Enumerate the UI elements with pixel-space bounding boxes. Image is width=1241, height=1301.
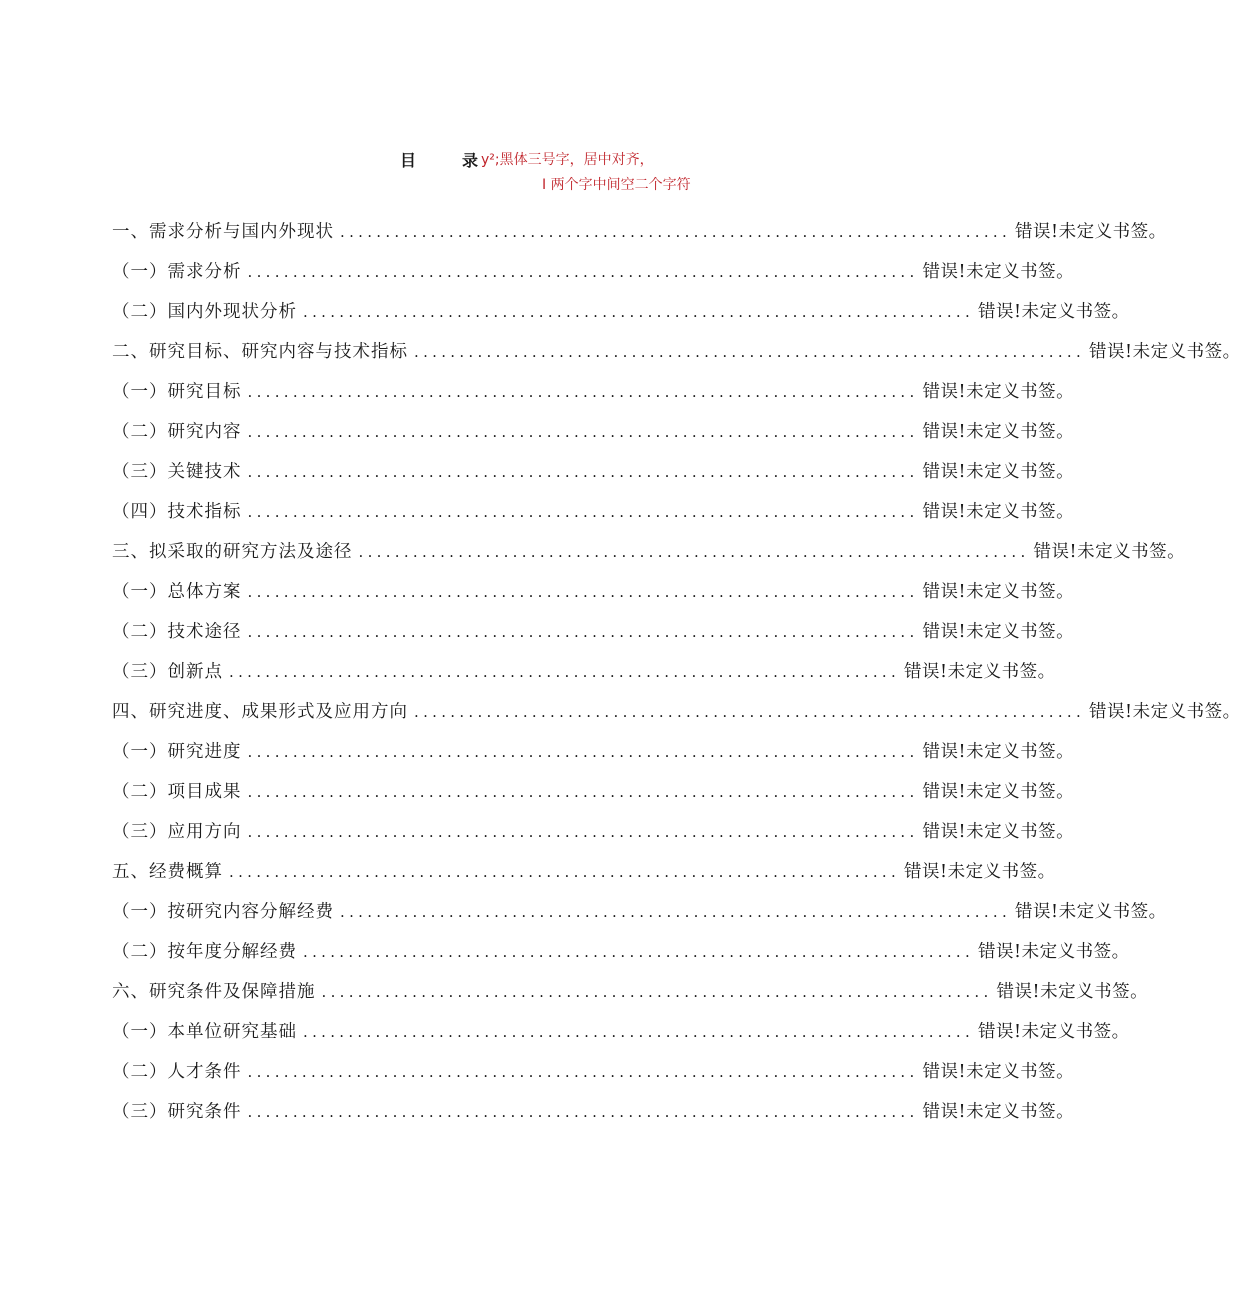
format-note-line-2: I 两个字中间空二个字符 (542, 177, 691, 193)
toc-leader-dots: .......................................................................... (247, 743, 919, 761)
format-note-line-1: y²;黑体三号字，居中对齐， (481, 152, 654, 168)
toc-entry[interactable] (112, 932, 1130, 972)
toc-entry[interactable] (112, 732, 1075, 772)
toc-entry[interactable] (112, 252, 1075, 292)
toc-entry-page-ref: 错误!未定义书签。 (922, 742, 1075, 762)
toc-entry-page-ref: 错误!未定义书签。 (922, 822, 1075, 842)
toc-entry[interactable] (112, 412, 1075, 452)
toc-entry-page-ref: 错误!未定义书签。 (1089, 342, 1241, 362)
toc-entry[interactable] (112, 972, 1149, 1012)
toc-leader-dots: .......................................................................... (247, 503, 919, 521)
toc-entry-page-ref: 错误!未定义书签。 (978, 302, 1130, 322)
toc-entry[interactable] (112, 692, 1241, 732)
toc-entry-page-ref: 错误!未定义书签。 (1015, 222, 1167, 242)
toc-entry-label: 五、经费概算 (112, 862, 223, 882)
toc-leader-dots: .......................................................................... (247, 1063, 919, 1081)
toc-entry-label: （一）研究目标 (112, 382, 242, 402)
toc-entry[interactable] (112, 452, 1075, 492)
toc-leader-dots: .......................................................................... (247, 783, 919, 801)
toc-leader-dots: .......................................................................... (247, 383, 919, 401)
table-of-contents (112, 212, 1241, 1132)
toc-title-char-1: 目 (400, 151, 417, 170)
toc-entry-label: （二）研究内容 (112, 422, 242, 442)
toc-entry-page-ref: 错误!未定义书签。 (922, 582, 1075, 602)
toc-entry[interactable] (112, 212, 1167, 252)
toc-entry[interactable] (112, 1012, 1130, 1052)
toc-entry-page-ref: 错误!未定义书签。 (922, 422, 1075, 442)
toc-entry[interactable] (112, 1052, 1075, 1092)
toc-leader-dots: .......................................................................... (247, 263, 919, 281)
toc-entry-page-ref: 错误!未定义书签。 (922, 262, 1075, 282)
toc-entry[interactable] (112, 812, 1075, 852)
toc-entry-page-ref: 错误!未定义书签。 (978, 942, 1130, 962)
toc-entry-label: （四）技术指标 (112, 502, 242, 522)
toc-leader-dots: .......................................................................... (247, 583, 919, 601)
toc-entry[interactable] (112, 292, 1130, 332)
toc-leader-dots: .......................................................................... (303, 943, 975, 961)
toc-entry[interactable] (112, 772, 1075, 812)
toc-entry-label: 一、需求分析与国内外现状 (112, 222, 334, 242)
toc-entry-page-ref: 错误!未定义书签。 (1033, 542, 1186, 562)
toc-entry[interactable] (112, 492, 1075, 532)
toc-entry-label: （二）人才条件 (112, 1062, 242, 1082)
toc-entry-page-ref: 错误!未定义书签。 (922, 462, 1075, 482)
toc-leader-dots: .......................................................................... (358, 543, 1030, 561)
toc-entry-label: （二）技术途径 (112, 622, 242, 642)
toc-entry-label: （三）应用方向 (112, 822, 242, 842)
toc-entry-label: （三）创新点 (112, 662, 223, 682)
toc-leader-dots: .......................................................................... (247, 423, 919, 441)
toc-entry-page-ref: 错误!未定义书签。 (904, 862, 1056, 882)
toc-entry-page-ref: 错误!未定义书签。 (922, 382, 1075, 402)
toc-entry-page-ref: 错误!未定义书签。 (978, 1022, 1130, 1042)
toc-leader-dots: .......................................................................... (247, 823, 919, 841)
toc-entry-label: 四、研究进度、成果形式及应用方向 (112, 702, 408, 722)
toc-entry-label: 三、拟采取的研究方法及途径 (112, 542, 353, 562)
toc-leader-dots: .......................................................................... (247, 463, 919, 481)
toc-leader-dots: .......................................................................... (340, 223, 1012, 241)
toc-leader-dots: .......................................................................... (340, 903, 1012, 921)
toc-entry[interactable] (112, 332, 1241, 372)
toc-leader-dots: .......................................................................... (303, 303, 975, 321)
toc-entry-page-ref: 错误!未定义书签。 (904, 662, 1056, 682)
toc-entry[interactable] (112, 572, 1075, 612)
toc-entry[interactable] (112, 652, 1056, 692)
toc-entry-page-ref: 错误!未定义书签。 (922, 782, 1075, 802)
toc-entry[interactable] (112, 372, 1075, 412)
toc-leader-dots: .......................................................................... (229, 863, 901, 881)
toc-title-char-2: 录 (462, 151, 479, 170)
toc-entry-page-ref: 错误!未定义书签。 (922, 502, 1075, 522)
toc-entry-page-ref: 错误!未定义书签。 (996, 982, 1149, 1002)
toc-entry-label: （一）研究进度 (112, 742, 242, 762)
toc-entry-label: 二、研究目标、研究内容与技术指标 (112, 342, 408, 362)
toc-entry-label: （二）按年度分解经费 (112, 942, 297, 962)
toc-entry-label: （一）总体方案 (112, 582, 242, 602)
toc-leader-dots: .......................................................................... (247, 623, 919, 641)
toc-entry-label: （三）研究条件 (112, 1102, 242, 1122)
toc-leader-dots: .......................................................................... (321, 983, 993, 1001)
toc-entry[interactable] (112, 1092, 1075, 1132)
toc-entry[interactable] (112, 532, 1186, 572)
toc-leader-dots: .......................................................................... (414, 343, 1086, 361)
toc-entry-page-ref: 错误!未定义书签。 (1089, 702, 1241, 722)
toc-entry-label: （一）需求分析 (112, 262, 242, 282)
toc-leader-dots: .......................................................................... (414, 703, 1086, 721)
toc-entry-page-ref: 错误!未定义书签。 (922, 1102, 1075, 1122)
toc-entry-page-ref: 错误!未定义书签。 (1015, 902, 1167, 922)
toc-leader-dots: .......................................................................... (303, 1023, 975, 1041)
toc-leader-dots: .......................................................................... (229, 663, 901, 681)
toc-entry-page-ref: 错误!未定义书签。 (922, 622, 1075, 642)
toc-entry[interactable] (112, 892, 1167, 932)
toc-entry-label: 六、研究条件及保障措施 (112, 982, 316, 1002)
toc-entry[interactable] (112, 612, 1075, 652)
toc-entry-label: （二）项目成果 (112, 782, 242, 802)
toc-entry-label: （一）按研究内容分解经费 (112, 902, 334, 922)
toc-entry-label: （二）国内外现状分析 (112, 302, 297, 322)
toc-heading (0, 148, 920, 198)
toc-leader-dots: .......................................................................... (247, 1103, 919, 1121)
toc-entry-label: （一）本单位研究基础 (112, 1022, 297, 1042)
toc-entry[interactable] (112, 852, 1056, 892)
toc-entry-label: （三）关键技术 (112, 462, 242, 482)
toc-entry-page-ref: 错误!未定义书签。 (922, 1062, 1075, 1082)
